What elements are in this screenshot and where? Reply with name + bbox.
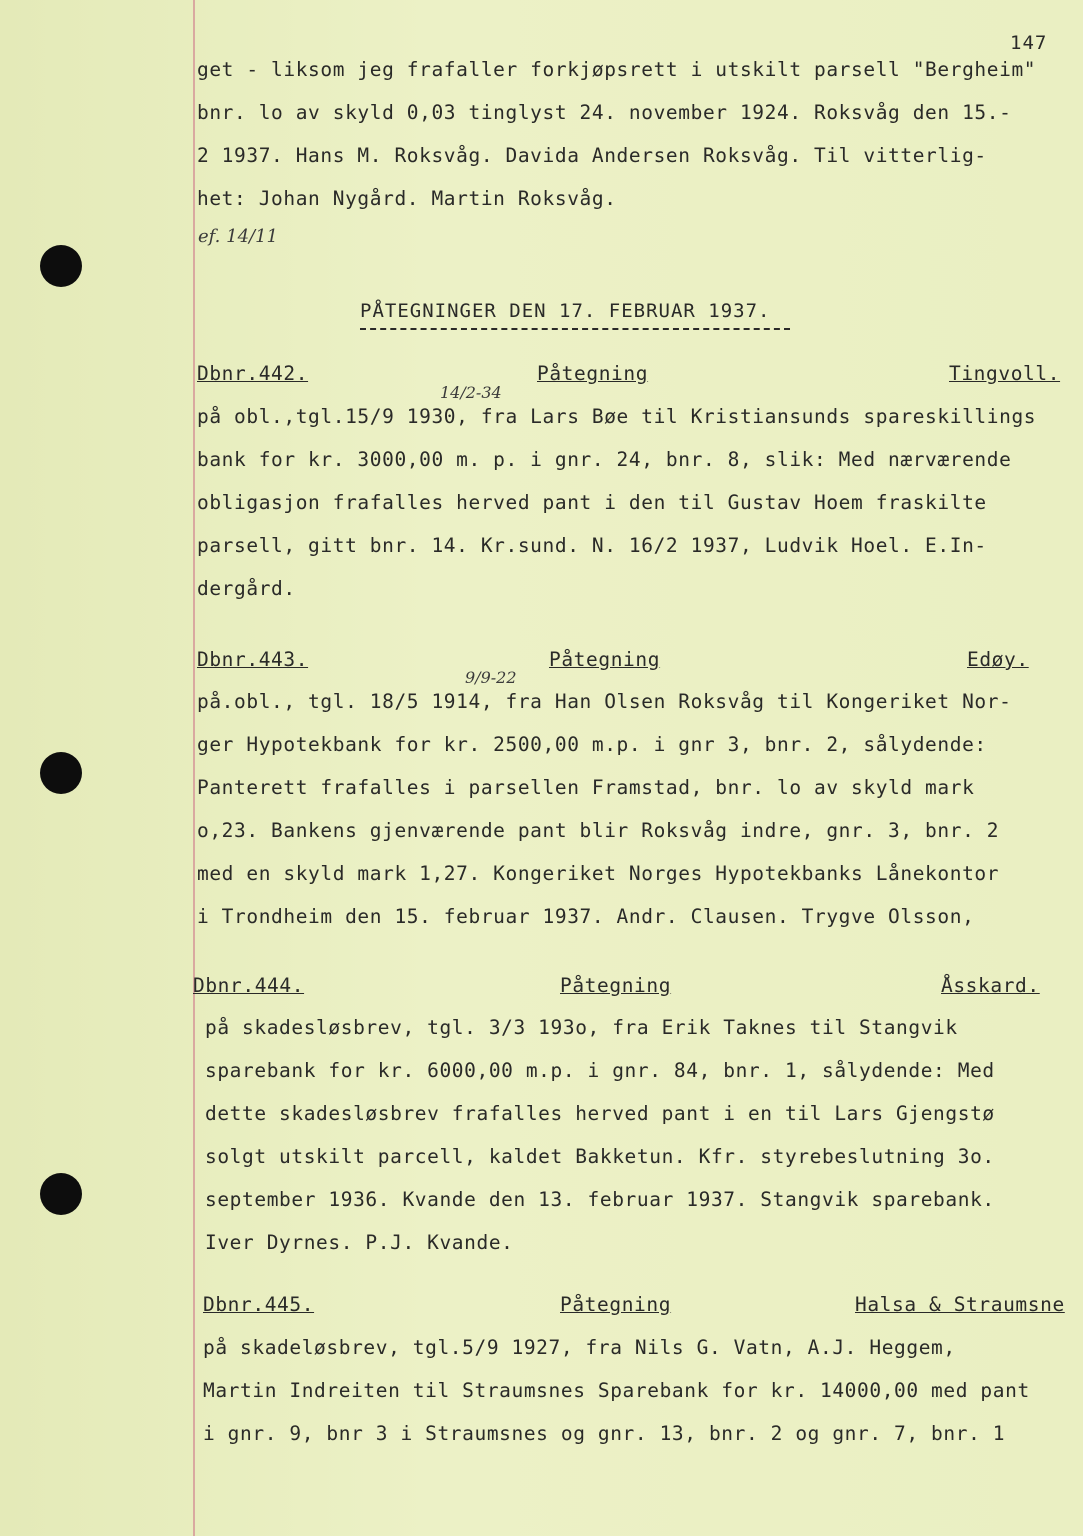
entry-title: Påtegning (560, 1293, 672, 1316)
text-line: solgt utskilt parcell, kaldet Bakketun. Kfr. styrebeslutning 3o. (205, 1145, 995, 1168)
text-line: 2 1937. Hans M. Roksvåg. Davida Andersen Roksvåg. Til vitterlig- (197, 144, 987, 167)
entry-place: Halsa & Straumsne (855, 1293, 1065, 1316)
entry-header (193, 974, 1063, 1000)
entry-title: Påtegning (560, 974, 672, 997)
handwritten-date: 9/9-22 (465, 668, 517, 687)
text-line: obligasjon frafalles herved pant i den til Gustav Hoem fraskilte (197, 491, 987, 514)
punch-hole-top (40, 245, 82, 287)
section-heading: PÅTEGNINGER DEN 17. FEBRUAR 1937. (360, 300, 771, 322)
text-line: bnr. lo av skyld 0,03 tinglyst 24. november 1924. Roksvåg den 15.- (197, 101, 1012, 124)
text-line: bank for kr. 3000,00 m. p. i gnr. 24, bnr. 8, slik: Med nærværende (197, 448, 1012, 471)
text-line: get - liksom jeg frafaller forkjøpsrett i utskilt parsell "Bergheim" (197, 58, 1037, 81)
page-number: 147 (1010, 32, 1048, 54)
text-line: Iver Dyrnes. P.J. Kvande. (205, 1231, 514, 1254)
entry-header (203, 1293, 1073, 1319)
handwritten-date: 14/2-34 (440, 383, 502, 402)
punch-hole-bottom (40, 1173, 82, 1215)
entry-title: Påtegning (549, 648, 661, 671)
text-line: i Trondheim den 15. februar 1937. Andr. Clausen. Trygve Olsson, (197, 905, 975, 928)
entry-place: Tingvoll. (949, 362, 1061, 385)
text-line: på skadeløsbrev, tgl.5/9 1927, fra Nils G. Vatn, A.J. Heggem, (203, 1336, 956, 1359)
margin-rule (193, 0, 195, 1536)
text-line: på skadesløsbrev, tgl. 3/3 193o, fra Erik Taknes til Stangvik (205, 1016, 958, 1039)
entry-number: Dbnr.444. (193, 974, 305, 997)
entry-number: Dbnr.443. (197, 648, 309, 671)
text-line: o,23. Bankens gjenværende pant blir Roksvåg indre, gnr. 3, bnr. 2 (197, 819, 1000, 842)
text-line: på obl.,tgl.15/9 1930, fra Lars Bøe til Kristiansunds spareskillings (197, 405, 1037, 428)
punch-hole-middle (40, 752, 82, 794)
text-line: på.obl., tgl. 18/5 1914, fra Han Olsen Roksvåg til Kongeriket Nor- (197, 690, 1012, 713)
text-line: dette skadesløsbrev frafalles herved pant i en til Lars Gjengstø (205, 1102, 995, 1125)
entry-title: Påtegning (537, 362, 649, 385)
entry-header (197, 362, 1067, 388)
text-line: sparebank for kr. 6000,00 m.p. i gnr. 84, bnr. 1, sålydende: Med (205, 1059, 995, 1082)
text-line: het: Johan Nygård. Martin Roksvåg. (197, 187, 617, 210)
text-line: med en skyld mark 1,27. Kongeriket Norges Hypotekbanks Lånekontor (197, 862, 1000, 885)
entry-number: Dbnr.445. (203, 1293, 315, 1316)
entry-place: Åsskard. (941, 974, 1040, 997)
margin-note: ef. 14/11 (198, 226, 278, 247)
text-line: i gnr. 9, bnr 3 i Straumsnes og gnr. 13, bnr. 2 og gnr. 7, bnr. 1 (203, 1422, 1006, 1445)
text-line: Panterett frafalles i parsellen Framstad, bnr. lo av skyld mark (197, 776, 975, 799)
text-line: ger Hypotekbank for kr. 2500,00 m.p. i gnr 3, bnr. 2, sålydende: (197, 733, 987, 756)
entry-place: Edøy. (967, 648, 1029, 671)
entry-header (197, 648, 1067, 674)
heading-rule (360, 328, 790, 330)
entry-number: Dbnr.442. (197, 362, 309, 385)
text-line: parsell, gitt bnr. 14. Kr.sund. N. 16/2 1937, Ludvik Hoel. E.In- (197, 534, 987, 557)
text-line: Martin Indreiten til Straumsnes Sparebank for kr. 14000,00 med pant (203, 1379, 1030, 1402)
text-line: dergård. (197, 577, 296, 600)
text-line: september 1936. Kvande den 13. februar 1937. Stangvik sparebank. (205, 1188, 995, 1211)
